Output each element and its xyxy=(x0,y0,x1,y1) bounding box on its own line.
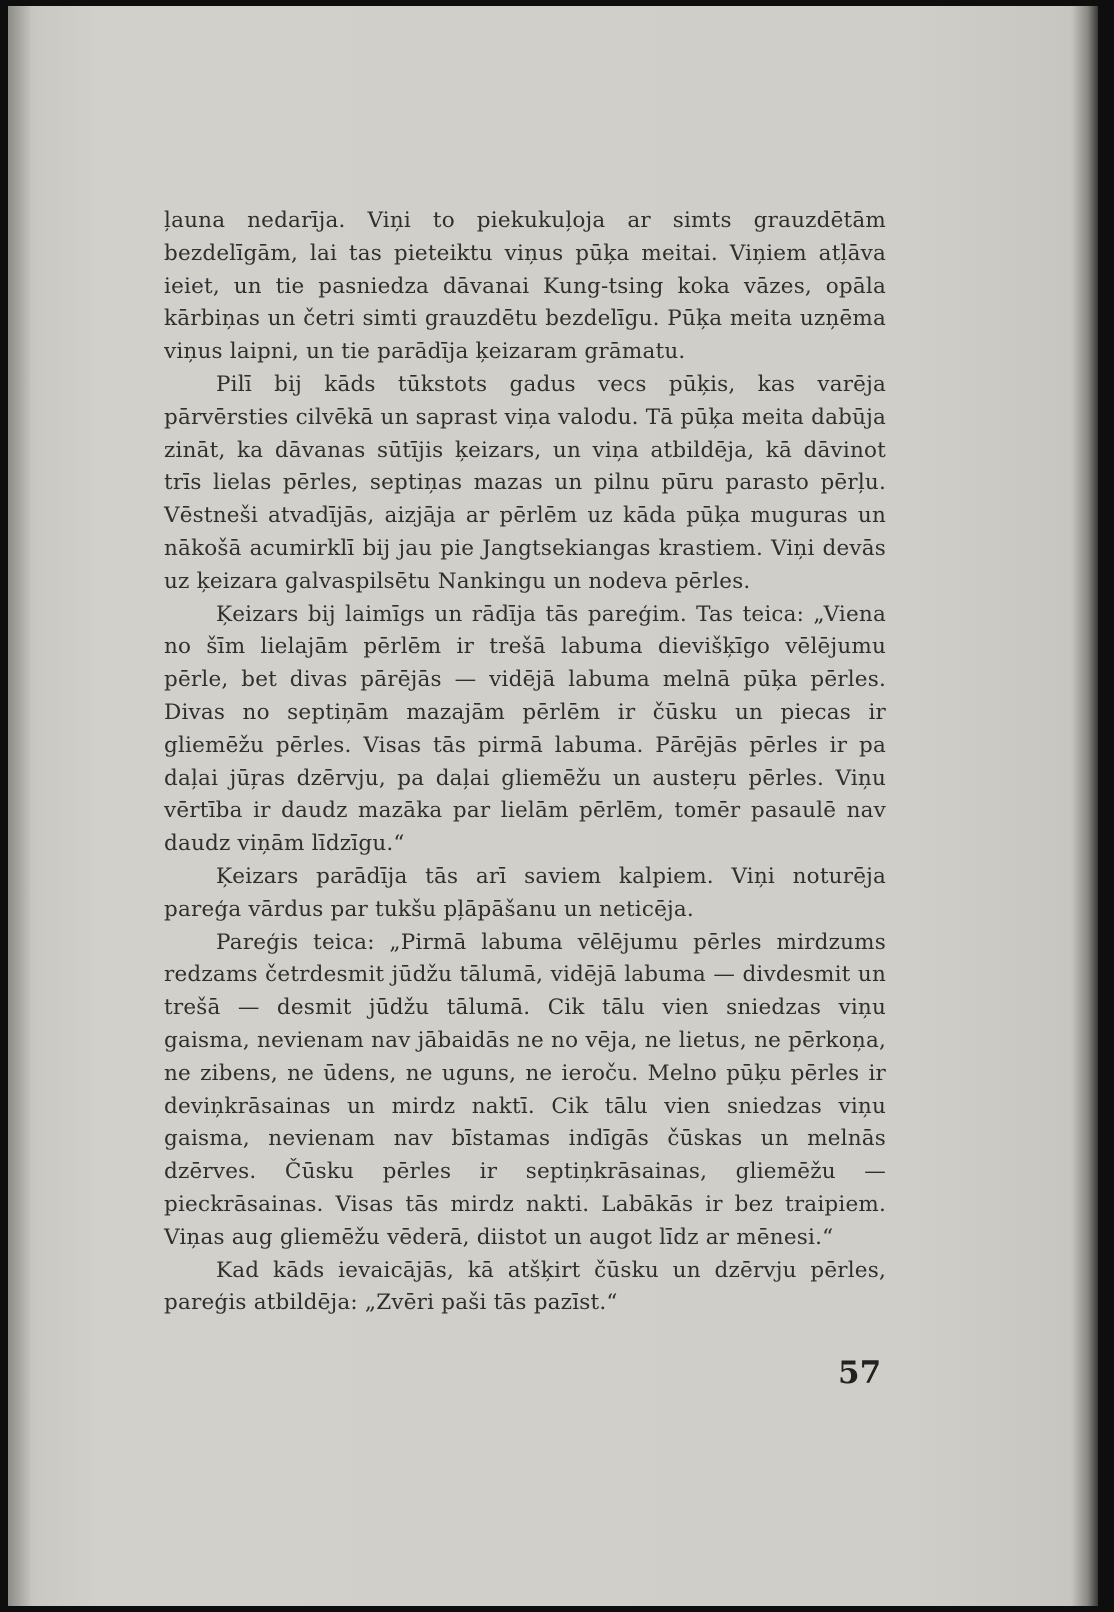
body-text xyxy=(164,205,886,1320)
paragraph: Pareģis teica: „Pirmā labuma vēlējumu pērles mirdzums redzams četrdesmit jūdžu tālumā, vidējā labuma — divdesmit un trešā — desmit jūdžu tālumā. Cik tālu vien sniedzas viņu gaisma, nevienam nav jābaidās ne no vēja, ne lietus, ne pērkoņa, ne zibens, ne ūdens, ne uguns, ne ieroču. Melno pūķu pērles ir deviņkrāsainas un mirdz naktī. Cik tālu vien sniedzas viņu gaisma, nevienam nav bīstamas indīgās čūskas un melnās dzērves. Čūsku pērles ir septiņkrāsainas, gliemēžu — pieckrāsainas. Visas tās mirdz nakti. Labākās ir bez traipiem. Viņas aug gliemēžu vēderā, diistot un augot līdz ar mēnesi.“ xyxy=(164,929,886,1250)
paragraph: Ķeizars parādīja tās arī saviem kalpiem. Viņi noturēja pareģa vārdus par tukšu pļāpāšanu un neticēja. xyxy=(164,863,886,922)
book-spine-shadow xyxy=(8,6,30,1606)
paragraph: Kad kāds ievaicājās, kā atšķirt čūsku un dzērvju pērles, pareģis atbildēja: „Zvēri paši tās pazīst.“ xyxy=(164,1257,886,1316)
page-edge-shadow xyxy=(1072,6,1098,1606)
page-number: 57 xyxy=(838,1355,882,1391)
paragraph: ļauna nedarīja. Viņi to piekukuļoja ar simts grauzdētām bezdelīgām, lai tas pieteiktu viņus pūķa meitai. Viņiem atļāva ieiet, un tie pasniedza dāvanai Kung-tsing koka vāzes, opāla kārbiņas un četri simti grauzdētu bezdelīgu. Pūķa meita uzņēma viņus laipni, un tie parādīja ķeizaram grāmatu. xyxy=(164,208,886,365)
paragraph: Pilī bij kāds tūkstots gadus vecs pūķis, kas varēja pārvērsties cilvēkā un saprast viņa valodu. Tā pūķa meita dabūja zināt, ka dāvanas sūtījis ķeizars, un viņa atbildēja, kā dāvinot trīs lielas pērles, septiņas mazas un pilnu pūru parasto pērļu. Vēstneši atvadījās, aizjāja ar pērlēm uz kāda pūķa muguras un nākošā acumirklī bij jau pie Jangtsekiangas krastiem. Viņi devās uz ķeizara galvaspilsētu Nankingu un nodeva pērles. xyxy=(164,371,886,594)
paragraph: Ķeizars bij laimīgs un rādīja tās pareģim. Tas teica: „Viena no šīm lielajām pērlēm ir trešā labuma dievišķīgo vēlējumu pērle, bet divas pārējās — vidējā labuma melnā pūķa pērles. Divas no septiņām mazajām pērlēm ir čūsku un piecas ir gliemēžu pērles. Visas tās pirmā labuma. Pārējās pērles ir pa daļai jūŗas dzērvju, pa daļai gliemēžu un austeŗu pērles. Viņu vērtība ir daudz mazāka par lielām pērlēm, tomēr pasaulē nav daudz viņām līdzīgu.“ xyxy=(164,601,886,857)
